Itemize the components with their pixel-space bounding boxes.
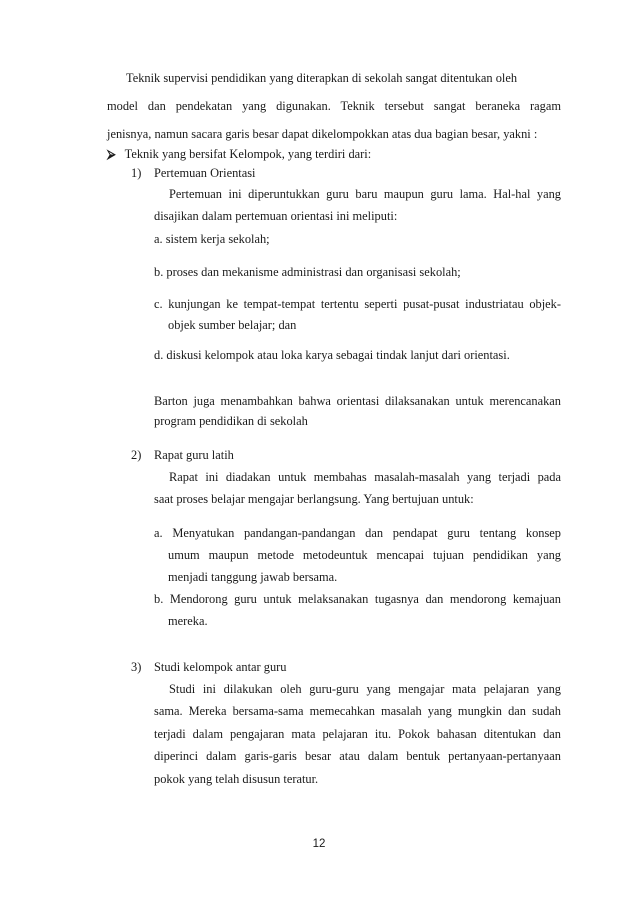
section-2-body-line-2: saat proses belajar mengajar berlangsung. Yang bertujuan untuk:: [154, 492, 474, 506]
section-3-body-line-1: Studi ini dilakukan oleh guru-guru yang mengajar mata pelajaran yang: [169, 682, 561, 696]
section-3-number: 3): [131, 660, 142, 674]
section-1-body-line-2: disajikan dalam pertemuan orientasi ini meliputi:: [154, 209, 398, 223]
intro-line-3: jenisnya, namun sacara garis besar dapat dikelompokkan atas dua bagian besar, yakni :: [107, 127, 538, 141]
section-3-body-line-2: sama. Mereka bersama-sama memecahkan masalah yang mungkin dan sudah: [154, 704, 561, 718]
section-2-item-b-cont: mereka.: [168, 614, 208, 628]
intro-line-2: model dan pendekatan yang digunakan. Teknik tersebut sangat beraneka ragam: [107, 99, 561, 113]
bullet-line: [107, 146, 371, 162]
section-1-item-c-cont: objek sumber belajar; dan: [168, 318, 297, 332]
section-1-item-a: a. sistem kerja sekolah;: [154, 232, 270, 246]
section-2-item-b: b. Mendorong guru untuk melaksanakan tugasnya dan mendorong kemajuan: [154, 592, 561, 606]
section-1-title: Pertemuan Orientasi: [154, 166, 256, 180]
section-1-item-d: d. diskusi kelompok atau loka karya sebagai tindak lanjut dari orientasi.: [154, 348, 510, 362]
section-2-item-a-cont-2: menjadi tanggung jawab bersama.: [168, 570, 338, 584]
section-3-body-line-3: terjadi dalam pengajaran mata pelajaran itu. Pokok bahasan ditentukan dan: [154, 727, 561, 741]
section-2-item-a: a. Menyatukan pandangan-pandangan dan pendapat guru tentang konsep: [154, 526, 561, 540]
section-3-title: Studi kelompok antar guru: [154, 660, 287, 674]
arrow-right-icon: ⮚: [107, 147, 116, 161]
section-2-body-line-1: Rapat ini diadakan untuk membahas masalah-masalah yang terjadi pada: [169, 470, 561, 484]
section-3-body-line-5: pokok yang telah disusun teratur.: [154, 772, 319, 786]
page-number: 12: [312, 838, 326, 850]
section-1-body-line-1: Pertemuan ini diperuntukkan guru baru maupun guru lama. Hal-hal yang: [169, 187, 561, 201]
section-1-item-c: c. kunjungan ke tempat-tempat tertentu seperti pusat-pusat industriatau objek-: [154, 297, 561, 311]
section-2-number: 2): [131, 448, 142, 462]
section-1-number: 1): [131, 166, 142, 180]
intro-line-1: Teknik supervisi pendidikan yang diterapkan di sekolah sangat ditentukan oleh: [126, 71, 518, 85]
section-2-item-a-cont-1: umum maupun metode metodeuntuk mencapai tujuan pendidikan yang: [168, 548, 561, 562]
section-1-note-line-1: Barton juga menambahkan bahwa orientasi dilaksanakan untuk merencanakan: [154, 394, 561, 408]
section-2-title: Rapat guru latih: [154, 448, 234, 462]
section-1-note-line-2: program pendidikan di sekolah: [154, 414, 308, 428]
section-1-item-b: b. proses dan mekanisme administrasi dan organisasi sekolah;: [154, 265, 461, 279]
bullet-text: Teknik yang bersifat Kelompok, yang terdiri dari:: [124, 147, 372, 161]
section-3-body-line-4: diperinci dalam garis-garis besar atau dalam bentuk pertanyaan-pertanyaan: [154, 749, 561, 763]
